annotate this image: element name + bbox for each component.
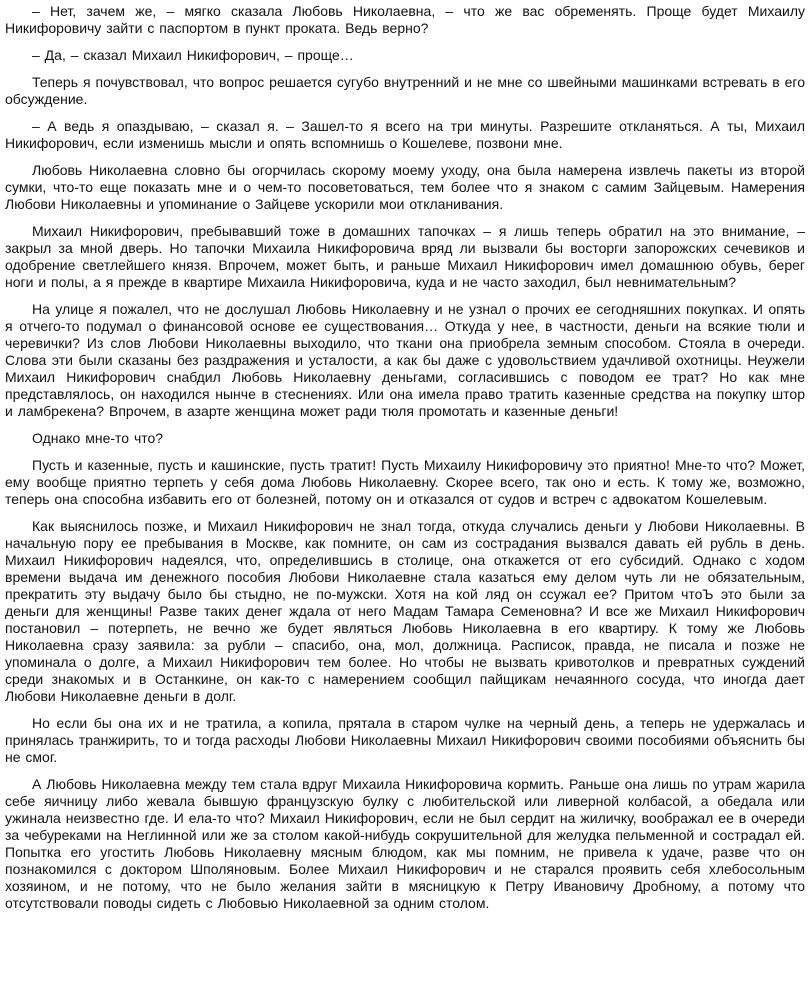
paragraph: – А ведь я опаздываю, – сказал я. – Зашел-то я всего на три минуты. Разрешите откланяться. А ты, Михаил Никифорович, если изменишь мысли и опять вспомнишь о Кошелеве, позвони мне.	[5, 118, 805, 151]
paragraph: Но если бы она их и не тратила, а копила, прятала в старом чулке на черный день, а теперь не удержалась и принялась транжирить, то и тогда расходы Любови Николаевны Михаил Никифорович своими пособиями объяснить бы не смог.	[5, 715, 805, 765]
paragraph: А Любовь Николаевна между тем стала вдруг Михаила Никифоровича кормить. Раньше она лишь по утрам жарила себе яичницу либо жевала бывшую французскую булку с любительской или ливерной колбасой, а обедала или ужинала неизвестно где. И ела-то что? Михаил Никифорович, если не был сердит на жиличку, воображал ее в очереди за чебуреками на Неглинной или же за столом какой-нибудь сокрушительной для желудка пельменной и сострадал ей. Попытка его угостить Любовь Николаевну мясным блюдом, как мы помним, не привела к удаче, разве что он познакомился с доктором Шполяновым. Более Михаил Никифорович и не старался проявить себя хлебосольным хозяином, и не потому, что не было желания зайти в мясницкую к Петру Ивановичу Дробному, а потому что отсутствовали поводы сидеть с Любовью Николаевной за одним столом.	[5, 776, 805, 911]
paragraph: Однако мне-то что?	[32, 430, 164, 446]
paragraph: Михаил Никифорович, пребывавший тоже в домашних тапочках – я лишь теперь обратил на это внимание, – закрыл за мной дверь. Но тапочки Михаила Никифоровича вряд ли вызвали бы восторги запорожских сечевиков и одобрение светлейшего князя. Впрочем, может быть, и раньше Михаил Никифорович имел домашнюю обувь, берег ноги и полы, а я прежде в квартире Михаила Никифоровича, куда и не часто заходил, был невнимательным?	[5, 223, 805, 290]
paragraph: – Да, – сказал Михаил Никифорович, – проще…	[32, 47, 354, 63]
text-column	[5, 3, 805, 912]
paragraph: Как выяснилось позже, и Михаил Никифорович не знал тогда, откуда случались деньги у Любови Николаевны. В начальную пору ее пребывания в Москве, как помните, он сам из сострадания вызвался давать ей рубль в день. Михаил Никифорович надеялся, что, определившись в столице, она откажется от его субсидий. Однако с ходом времени выдача им денежного пособия Любови Николаевне стала казаться ему делом чуть ли не обязательным, прекратить эту выдачу было бы стыдно, не по-мужски. Хотя на кой ляд он ссужал ее? Притом чтоЪ это были за деньги для женщины! Разве таких денег ждала от него Мадам Тамара Семеновна? И все же Михаил Никифорович постановил – потерпеть, не вечно же будет являться Любовь Николаевна в его квартиру. К тому же Любовь Николаевна сразу заявила: за рубли – спасибо, она, мол, должница. Расписок, правда, не писала и позже не упоминала о долге, а Михаил Никифорович тем более. Но чтобы не вызвать кривотолков и превратных суждений среди знакомых и в Останкине, он как-то с намерением сообщил пайщикам нечаянного сосуда, что иногда дает Любови Николаевне деньги в долг.	[5, 518, 805, 704]
paragraph: – Нет, зачем же, – мягко сказала Любовь Николаевна, – что же вас обременять. Проще будет Михаилу Никифоровичу зайти с паспортом в пункт проката. Ведь верно?	[5, 3, 805, 36]
paragraph: Пусть и казенные, пусть и кашинские, пусть тратит! Пусть Михаилу Никифоровичу это приятно! Мне-то что? Может, ему вообще приятно терпеть у себя дома Любовь Николаевну. Скорее всего, так оно и есть. К тому же, возможно, теперь она способна избавить его от болезней, потому он и отказался от судов и встреч с адвокатом Кошелевым.	[5, 457, 805, 507]
paragraph: На улице я пожалел, что не дослушал Любовь Николаевну и не узнал о прочих ее сегодняшних покупках. И опять я отчего-то подумал о финансовой основе ее существования… Откуда у нее, в частности, деньги на всякие тюли и черевички? Из слов Любови Николаевны выходило, что ткани она приобрела земным способом. Стояла в очереди. Слова эти были сказаны без раздражения и усталости, а как бы даже с удовольствием удачливой охотницы. Неужели Михаил Никифорович снабдил Любовь Николаевну деньгами, согласившись с поводом ее трат? Но как мне представлялось, он находился нынче в стеснениях. Или она имела право тратить казенные средства на покупку штор и ламбрекена? Впрочем, в азарте женщина может ради тюля промотать и казенные деньги!	[5, 301, 805, 419]
paragraph: Теперь я почувствовал, что вопрос решается сугубо внутренний и не мне со швейными машинками встревать в его обсуждение.	[5, 74, 805, 107]
paragraph: Любовь Николаевна словно бы огорчилась скорому моему уходу, она была намерена извлечь пакеты из второй сумки, что-то еще показать мне и о чем-то посоветоваться, тем более что я знаком с самим Зайцевым. Намерения Любови Николаевны и упоминание о Зайцеве ускорили мои откланивания.	[5, 162, 805, 212]
